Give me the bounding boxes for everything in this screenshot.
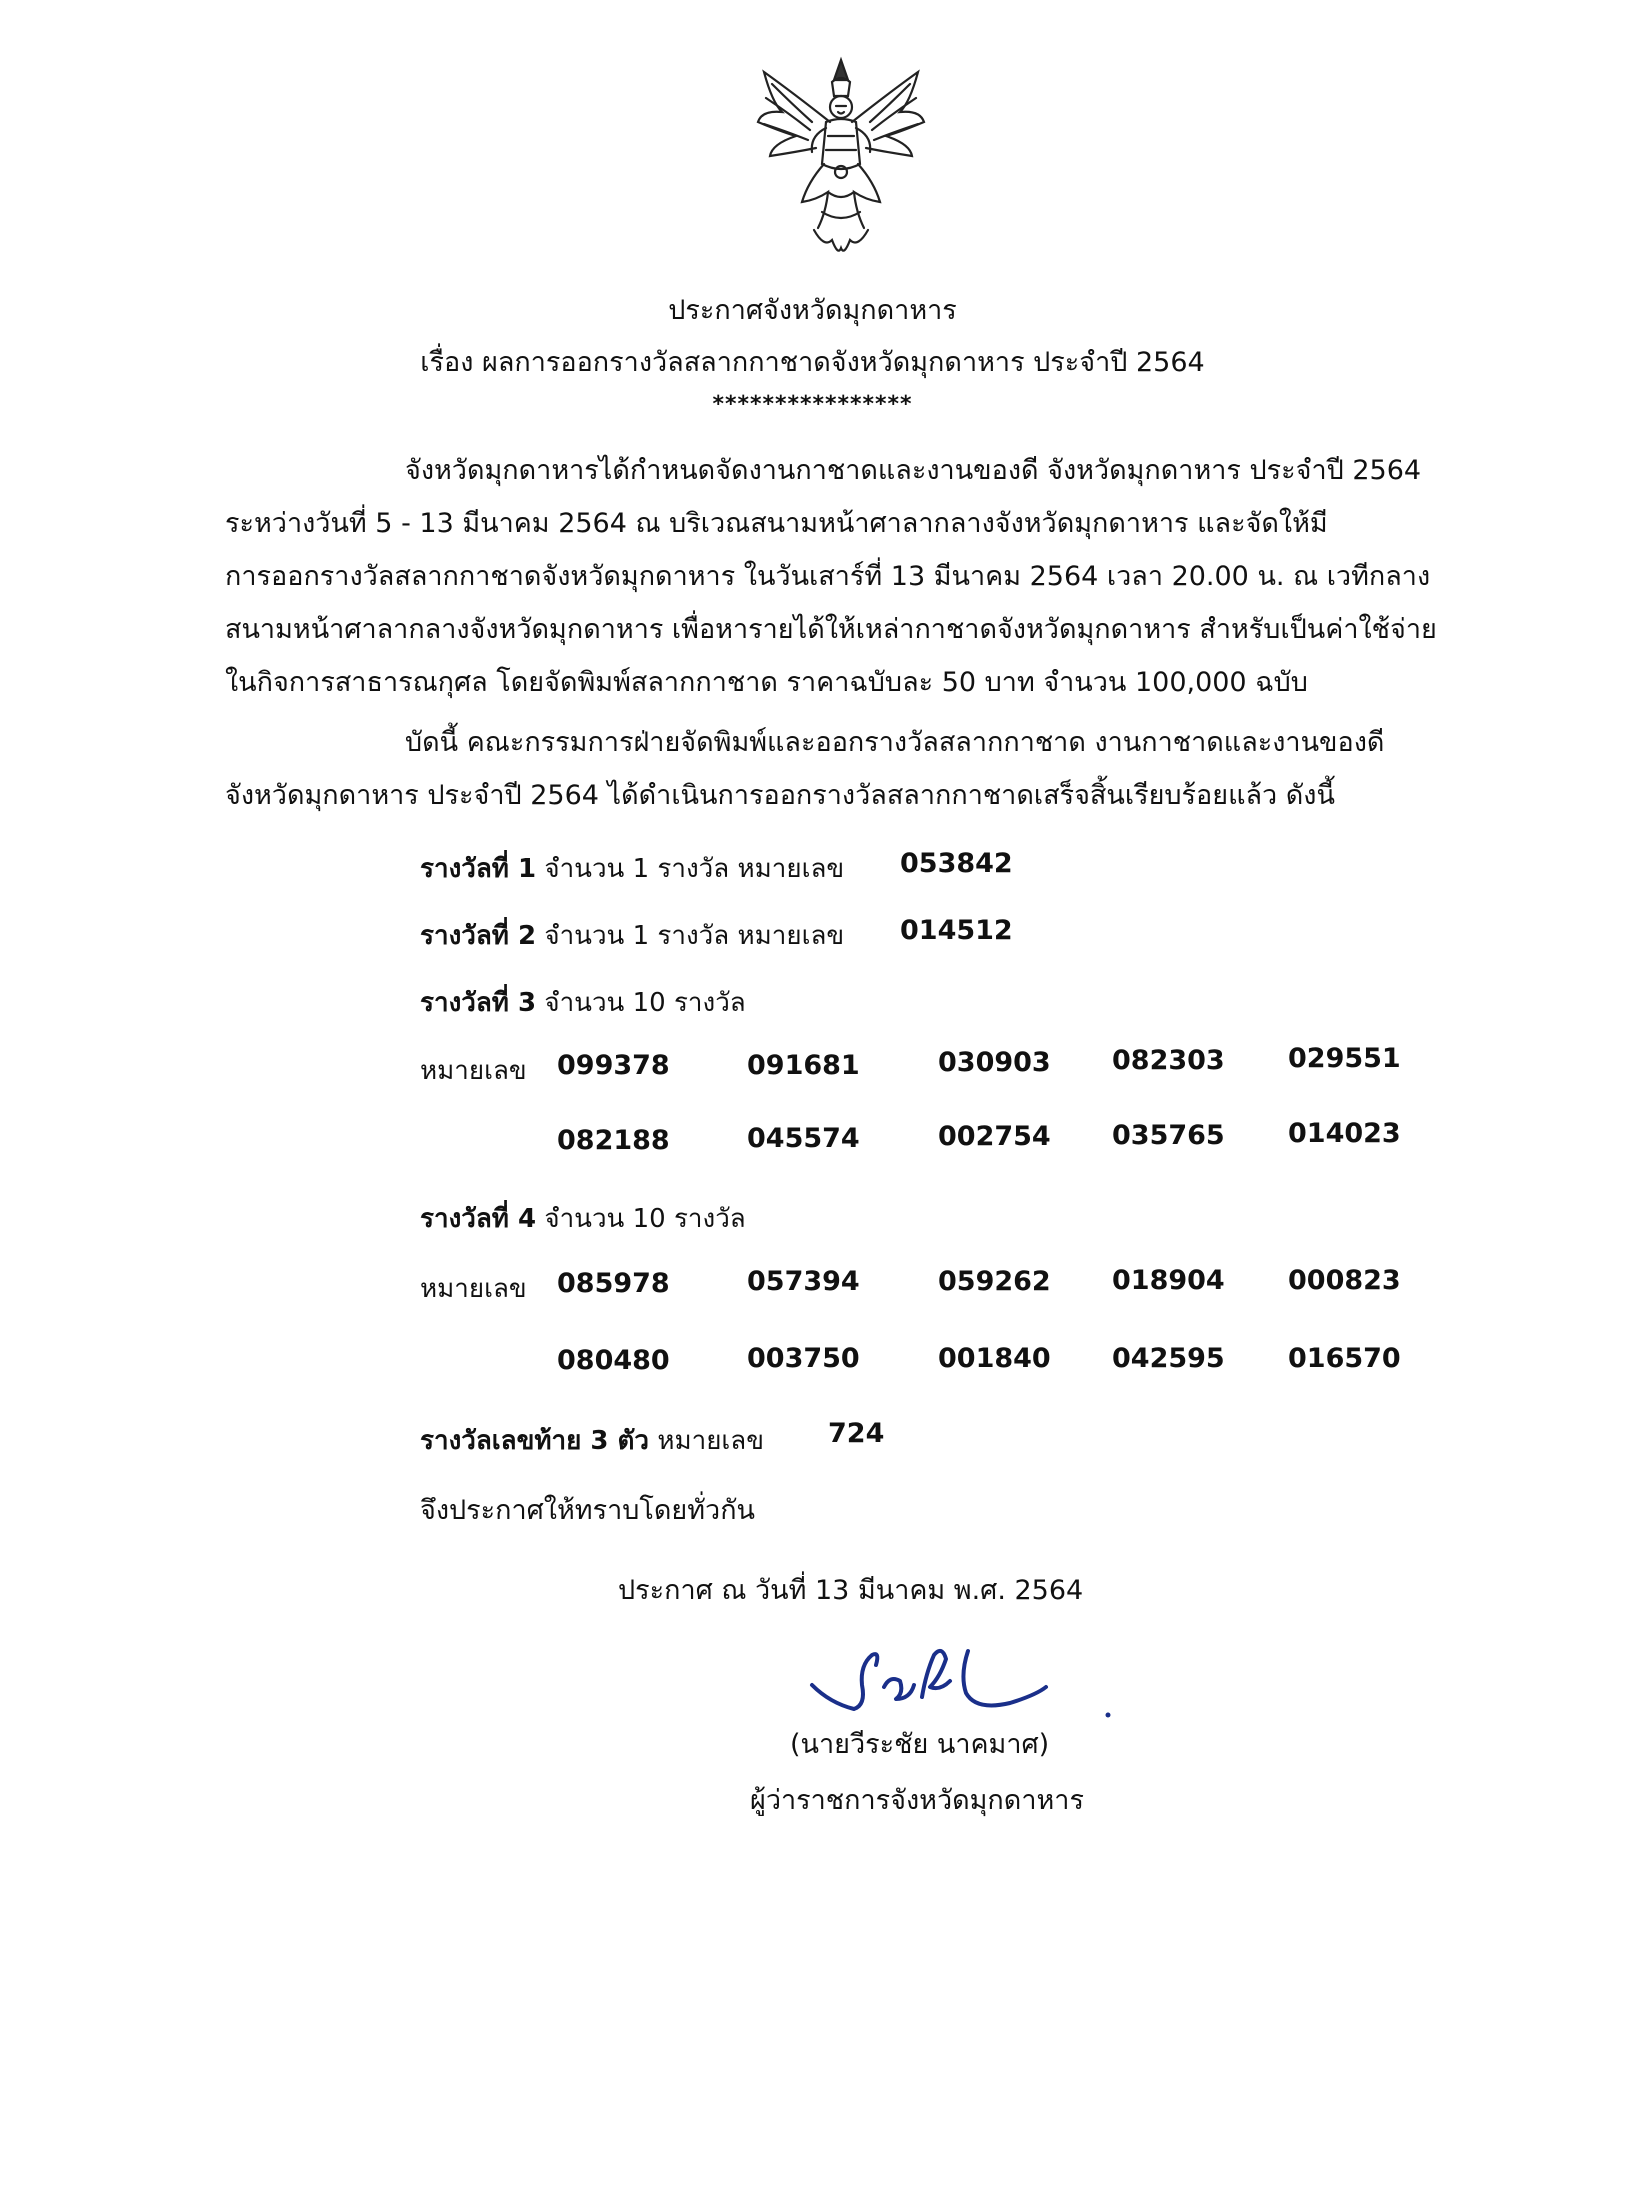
paragraph-line: การออกรางวัลสลากกาชาดจังหวัดมุกดาหาร ในวันเสาร์ที่ 13 มีนาคม 2564 เวลา 20.00 น. ณ เวทีกลาง — [225, 561, 1431, 592]
prize-2-number: 014512 — [900, 915, 1013, 946]
prize-last3-label: รางวัลเลขท้าย 3 ตัว — [420, 1426, 650, 1456]
announce-date: ประกาศ ณ วันที่ 13 มีนาคม พ.ศ. 2564 — [618, 1575, 1084, 1606]
closing-announce: จึงประกาศให้ทราบโดยทั่วกัน — [420, 1495, 755, 1526]
prize-4-number: 057394 — [747, 1266, 860, 1297]
paragraph-line: จังหวัดมุกดาหาร ประจำปี 2564 ได้ดำเนินการออกรางวัลสลากกาชาดเสร็จสิ้นเรียบร้อยแล้ว ดังนี้ — [225, 780, 1335, 811]
prize-1-number: 053842 — [900, 848, 1013, 879]
garuda-emblem-icon — [752, 52, 930, 262]
prize-4-number: 080480 — [557, 1345, 670, 1376]
prize-4-number: 000823 — [1288, 1265, 1401, 1296]
paragraph-line: จังหวัดมุกดาหารได้กำหนดจัดงานกาชาดและงานของดี จังหวัดมุกดาหาร ประจำปี 2564 — [405, 455, 1422, 486]
prize-4-number: 042595 — [1112, 1343, 1225, 1374]
prize-3-desc: จำนวน 10 รางวัล — [544, 988, 746, 1018]
prize-3-number: 030903 — [938, 1047, 1051, 1078]
prize-3-number: 035765 — [1112, 1120, 1225, 1151]
prize-2-line — [420, 915, 844, 956]
paragraph-line: สนามหน้าศาลากลางจังหวัดมุกดาหาร เพื่อหารายได้ให้เหล่ากาชาดจังหวัดมุกดาหาร สำหรับเป็นค่าใช้จ่าย — [225, 614, 1437, 645]
prize-4-number: 001840 — [938, 1343, 1051, 1374]
prize-3-number: 045574 — [747, 1123, 860, 1154]
prize-3-number: 014023 — [1288, 1118, 1401, 1149]
prize-3-line — [420, 982, 746, 1023]
paragraph-line: ระหว่างวันที่ 5 - 13 มีนาคม 2564 ณ บริเวณสนามหน้าศาลากลางจังหวัดมุกดาหาร และจัดให้มี — [225, 508, 1328, 539]
prize-last3-number: 724 — [828, 1418, 885, 1449]
signer-title: ผู้ว่าราชการจังหวัดมุกดาหาร — [750, 1785, 1084, 1816]
prize-3-row-label: หมายเลข — [420, 1056, 527, 1086]
prize-3-number: 082303 — [1112, 1045, 1225, 1076]
prize-1-desc: จำนวน 1 รางวัล หมายเลข — [544, 854, 845, 884]
prize-4-row-label: หมายเลข — [420, 1274, 527, 1304]
prize-1-label: รางวัลที่ 1 — [420, 854, 537, 884]
prize-4-number: 059262 — [938, 1266, 1051, 1297]
prize-4-number: 018904 — [1112, 1265, 1225, 1296]
prize-3-label: รางวัลที่ 3 — [420, 988, 537, 1018]
signer-name: (นายวีระชัย นาคมาศ) — [790, 1729, 1050, 1760]
separator-line: **************** — [712, 392, 913, 417]
prize-1-line — [420, 848, 844, 889]
prize-4-number: 085978 — [557, 1268, 670, 1299]
prize-2-desc: จำนวน 1 รางวัล หมายเลข — [544, 921, 845, 951]
prize-3-number: 002754 — [938, 1121, 1051, 1152]
prize-4-desc: จำนวน 10 รางวัล — [544, 1204, 746, 1234]
prize-4-number: 003750 — [747, 1343, 860, 1374]
prize-last3-desc: หมายเลข — [657, 1426, 765, 1456]
paragraph-line: บัดนี้ คณะกรรมการฝ่ายจัดพิมพ์และออกรางวัลสลากกาชาด งานกาชาดและงานของดี — [405, 727, 1385, 758]
prize-4-label: รางวัลที่ 4 — [420, 1204, 537, 1234]
announcement-subject: เรื่อง ผลการออกรางวัลสลากกาชาดจังหวัดมุกดาหาร ประจำปี 2564 — [420, 347, 1205, 378]
prize-3-number: 082188 — [557, 1125, 670, 1156]
body-paragraph-2 — [225, 716, 1460, 822]
prize-3-number: 099378 — [557, 1050, 670, 1081]
prize-3-number: 029551 — [1288, 1043, 1401, 1074]
prize-2-label: รางวัลที่ 2 — [420, 921, 537, 951]
prize-3-number: 091681 — [747, 1050, 860, 1081]
announcement-title: ประกาศจังหวัดมุกดาหาร — [668, 295, 957, 326]
body-paragraph-1 — [225, 444, 1460, 709]
paragraph-line: ในกิจการสาธารณกุศล โดยจัดพิมพ์สลากกาชาด ราคาฉบับละ 50 บาท จำนวน 100,000 ฉบับ — [225, 667, 1308, 698]
prize-4-number: 016570 — [1288, 1343, 1401, 1374]
prize-4-line — [420, 1198, 746, 1239]
prize-last3-line — [420, 1420, 764, 1461]
